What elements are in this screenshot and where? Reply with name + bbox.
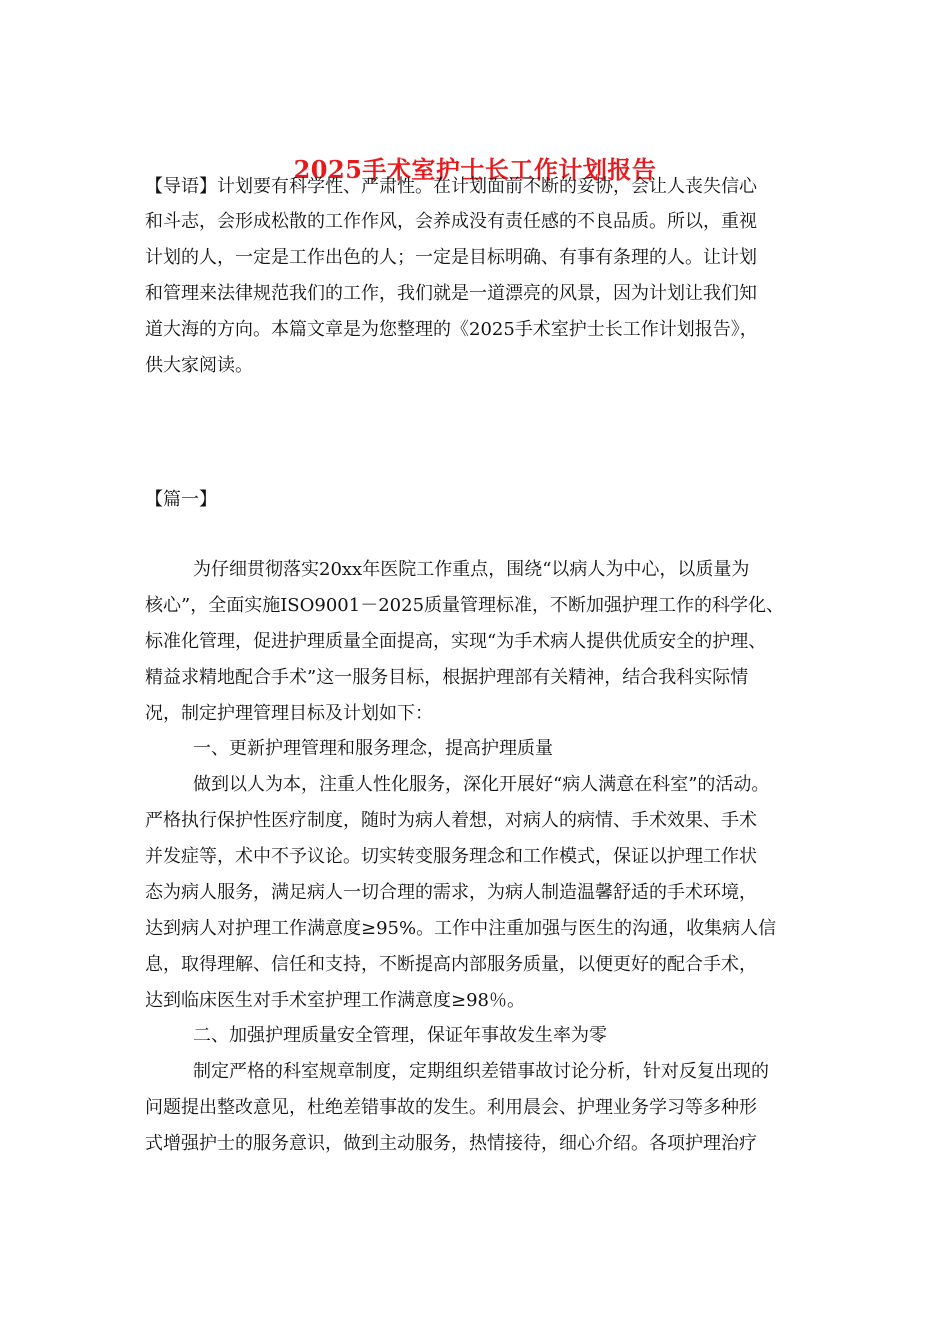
body-line: 标准化管理，促进护理质量全面提高，实现“为手术病人提供优质安全的护理、: [145, 631, 767, 652]
body-line: 严格执行保护性医疗制度，随时为病人着想，对病人的病情、手术效果、手术: [145, 810, 757, 831]
body-line: 问题提出整改意见，杜绝差错事故的发生。利用晨会、护理业务学习等多种形: [145, 1097, 757, 1118]
intro-line: 供大家阅读。: [145, 355, 253, 376]
intro-line: 计划的人，一定是工作出色的人；一定是目标明确、有事有条理的人。让计划: [145, 247, 757, 268]
body-line: 态为病人服务，满足病人一切合理的需求，为病人制造温馨舒适的手术环境，: [145, 882, 757, 903]
body-line: 息，取得理解、信任和支持，不断提高内部服务质量，以便更好的配合手术，: [145, 954, 757, 975]
body-line: 精益求精地配合手术”这一服务目标，根据护理部有关精神，结合我科实际情: [145, 667, 749, 688]
body-line: 做到以人为本，注重人性化服务，深化开展好“病人满意在科室”的活动。: [193, 774, 770, 795]
body-line: 核心”，全面实施ISO9001－2025质量管理标准，不断加强护理工作的科学化、: [145, 595, 785, 616]
intro-line: 和管理来法律规范我们的工作，我们就是一道漂亮的风景，因为计划让我们知: [145, 283, 757, 304]
body-line: 况，制定护理管理目标及计划如下：: [145, 703, 433, 724]
body-line: 为仔细贯彻落实20xx年医院工作重点，围绕“以病人为中心，以质量为: [193, 559, 750, 580]
document-title: 2025手术室护士长工作计划报告: [293, 155, 657, 184]
body-line: 式增强护士的服务意识，做到主动服务，热情接待，细心介绍。各项护理治疗: [145, 1133, 757, 1154]
body-line: 达到临床医生对手术室护理工作满意度≥98％。: [145, 990, 525, 1011]
body-line: 并发症等，术中不予议论。切实转变服务理念和工作模式，保证以护理工作状: [145, 846, 757, 867]
body-heading: 一、更新护理管理和服务理念，提高护理质量: [193, 738, 553, 759]
section-label: 【篇一】: [145, 489, 217, 510]
body-heading: 二、加强护理质量安全管理，保证年事故发生率为零: [193, 1025, 607, 1046]
body-line: 达到病人对护理工作满意度≥95%。工作中注重加强与医生的沟通，收集病人信: [145, 918, 777, 939]
intro-line: 【导语】计划要有科学性、严肃性。在计划面前不断的妥协，会让人丧失信心: [145, 176, 757, 197]
intro-line: 道大海的方向。本篇文章是为您整理的《2025手术室护士长工作计划报告》，: [145, 319, 758, 340]
intro-line: 和斗志，会形成松散的工作作风，会养成没有责任感的不良品质。所以，重视: [145, 211, 757, 232]
body-line: 制定严格的科室规章制度，定期组织差错事故讨论分析，针对反复出现的: [193, 1061, 769, 1082]
